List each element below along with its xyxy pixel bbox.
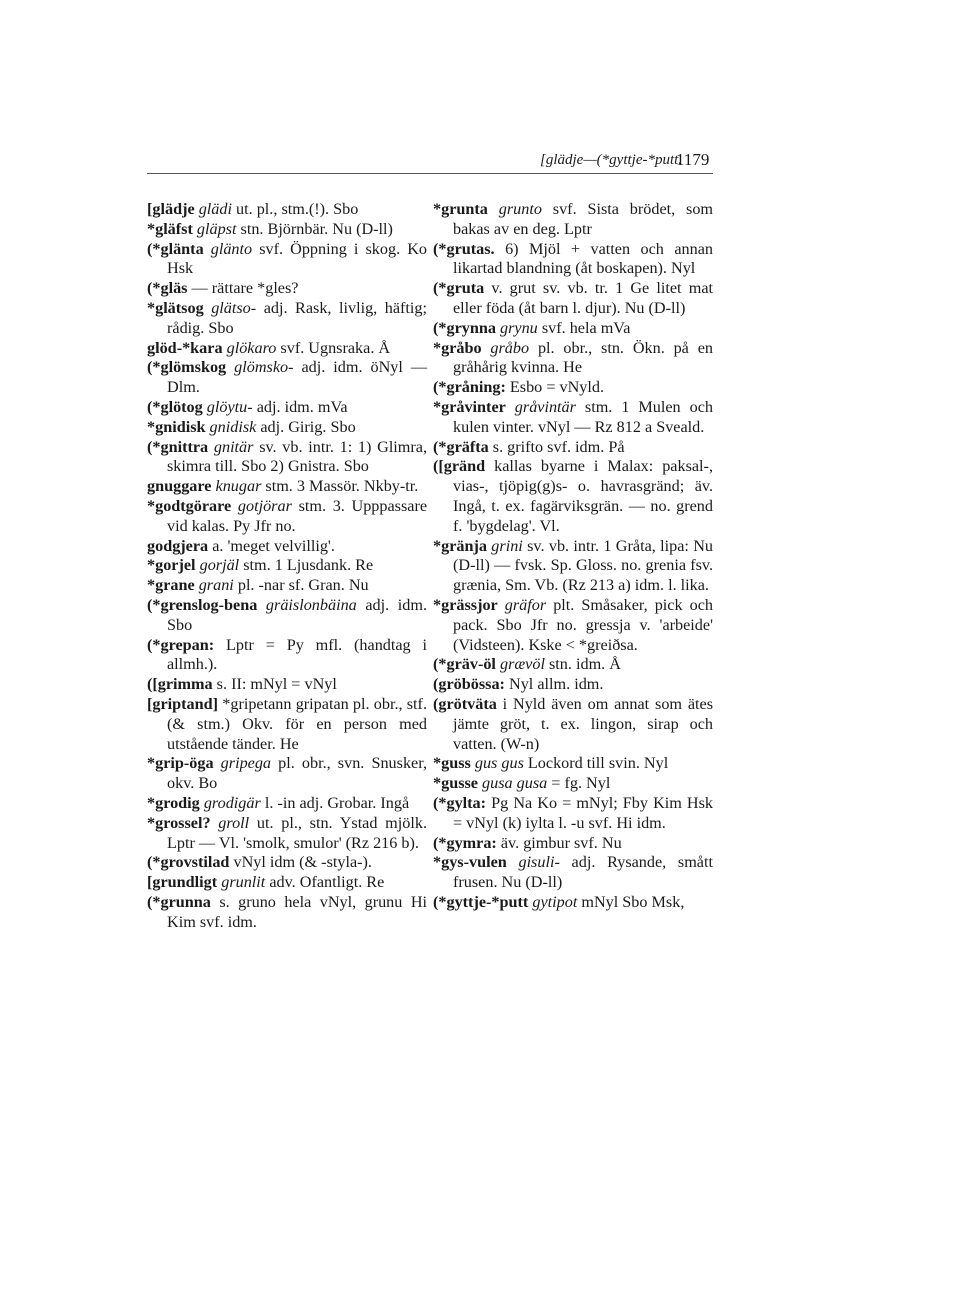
entry-headword: (*gråning: [433, 378, 506, 397]
entry-headword: (*gräv-öl [433, 655, 496, 674]
dictionary-entry [147, 873, 427, 893]
entry-definition: Pg Na Ko = mNyl; Fby Kim Hsk = vNyl (k) iylta l. -u svf. Hi idm. [453, 793, 714, 832]
entry-headword: *gränja [433, 536, 487, 555]
entry-definition: stn. idm. Å [549, 655, 621, 674]
entry-headword: (*gläs [147, 279, 188, 298]
entry-headword: [grundligt [147, 873, 218, 892]
dictionary-entry [147, 695, 427, 754]
entry-definition: stm. 1 Ljusdank. Re [243, 556, 374, 575]
entry-pronunciation: gisuli- [518, 853, 560, 872]
entry-headword: *glätsog [147, 298, 204, 317]
dictionary-entry [433, 200, 713, 240]
entry-pronunciation: gläpst [196, 219, 237, 238]
entry-headword: (*grunna [147, 892, 211, 911]
entry-definition: svf. Öppning i skog. Ko Hsk [167, 239, 427, 278]
entry-definition: svf. Ugnsraka. Å [280, 338, 391, 357]
entry-headword: *gnidisk [147, 417, 206, 436]
entry-definition: Lptr = Py mfl. (handtag i allmh.). [167, 635, 427, 674]
dictionary-entry [147, 814, 427, 854]
dictionary-entry [433, 834, 713, 854]
dictionary-entry [147, 358, 427, 398]
entry-pronunciation: grunlit [221, 873, 266, 892]
dictionary-entry [433, 240, 713, 280]
entry-headword: *gorjel [147, 556, 196, 575]
dictionary-entry [147, 675, 427, 695]
dictionary-entry [147, 418, 427, 438]
dictionary-entry [433, 378, 713, 398]
entry-headword: (*gymra: [433, 833, 497, 852]
dictionary-entry [433, 754, 713, 774]
entry-headword: *grossel? [147, 813, 211, 832]
entry-pronunciation: grodigär [203, 793, 261, 812]
entry-pronunciation: gotjörar [237, 496, 292, 515]
entry-definition: äv. gimbur svf. Nu [500, 833, 622, 852]
entry-definition: *gripetann gripatan pl. obr., stf. (& stm.) Okv. för en person med utstående tänder. He [167, 694, 427, 753]
entry-headword: glöd-*kara [147, 338, 223, 357]
entry-headword: ([gränd [433, 457, 486, 476]
entry-headword: (*gnittra [147, 437, 209, 456]
entry-definition: ut. pl., stm.(!). Sbo [236, 200, 359, 218]
dictionary-entry [147, 240, 427, 280]
right-column [433, 200, 713, 913]
entry-definition: svf. Sista brödet, som bakas av en deg. Lptr [453, 200, 714, 238]
dictionary-entry [147, 279, 427, 299]
entry-headword: (*gräfta [433, 437, 489, 456]
entry-pronunciation: grani [198, 576, 234, 595]
entry-definition: stm. 3. Upppassare vid kalas. Py Jfr no. [167, 496, 428, 535]
entry-definition: = fg. Nyl [551, 774, 611, 793]
entry-pronunciation: groll [218, 813, 250, 832]
entry-headword: (*glötog [147, 397, 203, 416]
entry-pronunciation: glänto [210, 239, 253, 258]
entry-pronunciation: grævöl [499, 655, 545, 674]
entry-definition: Lockord till svin. Nyl [527, 754, 669, 773]
dictionary-entry [147, 537, 427, 557]
dictionary-entry [147, 556, 427, 576]
entry-pronunciation: gräfor [504, 595, 547, 614]
entry-definition: pl. obr., stn. Ökn. på en gråhårig kvinna. He [453, 338, 713, 377]
entry-pronunciation: glökaro [226, 338, 277, 357]
entry-headword: (*grenslog-bena [147, 595, 258, 614]
entry-headword: *guss [433, 754, 471, 773]
entry-headword: ([grimma [147, 675, 213, 694]
entry-definition: s. II: mNyl = vNyl [216, 675, 337, 694]
entry-headword: *gråvinter [433, 397, 506, 416]
entry-headword: *grodig [147, 793, 200, 812]
entry-headword: *grip-öga [147, 754, 214, 773]
dictionary-entry [433, 675, 713, 695]
dictionary-entry [433, 853, 713, 893]
entry-headword: [glädje [147, 200, 195, 218]
entry-headword: *grunta [433, 200, 488, 218]
entry-pronunciation: gråbo [490, 338, 530, 357]
entry-headword: *gråbo [433, 338, 482, 357]
entry-pronunciation: gräislonbäina [265, 595, 357, 614]
entry-headword: (*grutas. [433, 239, 495, 258]
entry-definition: s. grifto svf. idm. På [492, 437, 625, 456]
entry-headword: (*glänta [147, 239, 204, 258]
entry-definition: 6) Mjöl + vatten och annan likartad blandning (åt boskapen). Nyl [453, 239, 713, 278]
entry-definition: kallas byarne i Malax: paksal-, vias-, tjöpig(g)s- o. havrasgränd; äv. Ingå, t. ex. fagärviksgrän. — no. grend f. 'bygdelag'. Vl. [453, 457, 713, 535]
dictionary-entry [147, 853, 427, 873]
dictionary-entry [433, 695, 713, 754]
entry-pronunciation: gorjäl [199, 556, 240, 575]
entry-definition: adj. Rask, livlig, häftig; rådig. Sbo [167, 298, 427, 337]
entry-definition: adj. idm. öNyl — Dlm. [167, 358, 428, 397]
entry-pronunciation: gusa gusa [482, 774, 548, 793]
dictionary-entry [147, 576, 427, 596]
dictionary-entry [147, 596, 427, 636]
dictionary-entry [433, 279, 713, 319]
entry-pronunciation: gripega [220, 754, 272, 773]
dictionary-entry [147, 220, 427, 240]
entry-headword: (*gruta [433, 279, 485, 298]
entry-pronunciation: gråvintär [514, 397, 576, 416]
header-rule [147, 173, 713, 174]
entry-pronunciation: glömsko- [234, 358, 294, 377]
entry-definition: i Nyld även om annat som ätes jämte gröt, t. ex. lingon, sirap och vatten. (W-n) [453, 694, 714, 753]
entry-headword: (*grepan: [147, 635, 215, 654]
dictionary-entry [433, 655, 713, 675]
entry-headword: (*grynna [433, 318, 496, 337]
entry-definition: v. grut sv. vb. tr. 1 Ge litet mat eller föda (åt barn l. djur). Nu (D-ll) [453, 279, 713, 317]
dictionary-entry [433, 596, 713, 655]
entry-headword: *grässjor [433, 595, 498, 614]
left-column [147, 200, 427, 932]
entry-definition: a. 'meget velvillig'. [212, 536, 335, 555]
entry-definition: sv. vb. intr. 1 Gråta, lipa: Nu (D-ll) — fvsk. Sp. Gloss. no. grenia fsv. grænia, Sm. Vb. (Rz 213 a) idm. l. lika. [453, 536, 714, 595]
entry-definition: adj. idm. mVa [256, 397, 348, 416]
entry-pronunciation: glätso- [211, 298, 257, 317]
entry-pronunciation: glädi [198, 200, 232, 218]
entry-headword: (grötväta [433, 694, 497, 713]
dictionary-entry [147, 754, 427, 794]
entry-headword: [griptand] [147, 694, 219, 713]
dictionary-entry [147, 497, 427, 537]
entry-definition: — rättare *gles? [191, 279, 299, 298]
entry-pronunciation: grunto [498, 200, 542, 218]
entry-definition: sv. vb. intr. 1: 1) Glimra, skimra till. Sbo 2) Gnistra. Sbo [167, 437, 428, 476]
entry-definition: vNyl idm (& -styla-). [233, 853, 372, 872]
dictionary-entry [147, 339, 427, 359]
entry-definition: s. gruno hela vNyl, grunu Hi Kim svf. idm. [167, 892, 428, 931]
dictionary-entry [433, 537, 713, 596]
entry-headword: *gusse [433, 774, 478, 793]
entry-headword: *gys-vulen [433, 853, 507, 872]
entry-definition: pl. obr., svn. Snusker, okv. Bo [167, 754, 428, 793]
running-head: [glädje—(*gyttje-*putt. [540, 152, 683, 168]
entry-headword: *godtgörare [147, 496, 232, 515]
dictionary-entry [147, 200, 427, 220]
entry-pronunciation: gytipot [532, 892, 578, 911]
entry-headword: (gröbössa: [433, 675, 505, 694]
entry-pronunciation: gnitär [213, 437, 254, 456]
dictionary-entry [147, 438, 427, 478]
dictionary-entry [147, 477, 427, 497]
entry-definition: stm. 1 Mulen och kulen vinter. vNyl — Rz 812 a Sveald. [453, 397, 713, 436]
entry-definition: mNyl Sbo Msk, [581, 892, 685, 911]
entry-definition: adj. Girig. Sbo [260, 417, 356, 436]
entry-definition: l. -in adj. Grobar. Ingå [264, 793, 410, 812]
entry-headword: godgjera [147, 536, 209, 555]
dictionary-entry [433, 457, 713, 536]
entry-pronunciation: grini [491, 536, 523, 555]
entry-definition: plt. Småsaker, pick och pack. Sbo Jfr no. gressja v. 'arbeide' (Vidsteen). Kske < *greiðsa. [453, 595, 713, 654]
dictionary-entry [433, 398, 713, 438]
dictionary-entry [147, 636, 427, 676]
entry-definition: Nyl allm. idm. [509, 675, 604, 694]
entry-definition: ut. pl., stn. Ystad mjölk. Lptr — Vl. 'smolk, smulor' (Rz 216 b). [167, 813, 428, 852]
dictionary-entry [433, 794, 713, 834]
entry-headword: (*glömskog [147, 358, 227, 377]
entry-pronunciation: knugar [215, 477, 262, 496]
entry-definition: adv. Ofantligt. Re [269, 873, 385, 892]
entry-pronunciation: gus gus [474, 754, 524, 773]
dictionary-entry [433, 339, 713, 379]
entry-pronunciation: grynu [500, 318, 538, 337]
entry-headword: (*gylta: [433, 793, 487, 812]
dictionary-entry [147, 398, 427, 418]
entry-headword: *grane [147, 576, 195, 595]
entry-pronunciation: glöytu- [206, 397, 253, 416]
dictionary-entry [147, 893, 427, 933]
entry-definition: adj. Rysande, smått frusen. Nu (D-ll) [453, 853, 713, 892]
page-number: 1179 [676, 150, 710, 169]
dictionary-entry [147, 299, 427, 339]
dictionary-entry [433, 319, 713, 339]
entry-definition: adj. idm. Sbo [167, 595, 427, 634]
entry-definition: pl. -nar sf. Gran. Nu [237, 576, 369, 595]
entry-headword: (*grovstilad [147, 853, 230, 872]
entry-definition: stn. Björnbär. Nu (D-ll) [240, 219, 393, 238]
dictionary-entry [433, 774, 713, 794]
entry-definition: svf. hela mVa [541, 318, 631, 337]
entry-pronunciation: gnidisk [209, 417, 257, 436]
entry-headword: (*gyttje-*putt [433, 892, 529, 911]
entry-definition: stm. 3 Massör. Nkby-tr. [265, 477, 419, 496]
dictionary-entry [433, 893, 713, 913]
entry-headword: gnuggare [147, 477, 212, 496]
entry-headword: *gläfst [147, 219, 193, 238]
dictionary-entry [433, 438, 713, 458]
dictionary-entry [147, 794, 427, 814]
entry-definition: Esbo = vNyld. [509, 378, 605, 397]
